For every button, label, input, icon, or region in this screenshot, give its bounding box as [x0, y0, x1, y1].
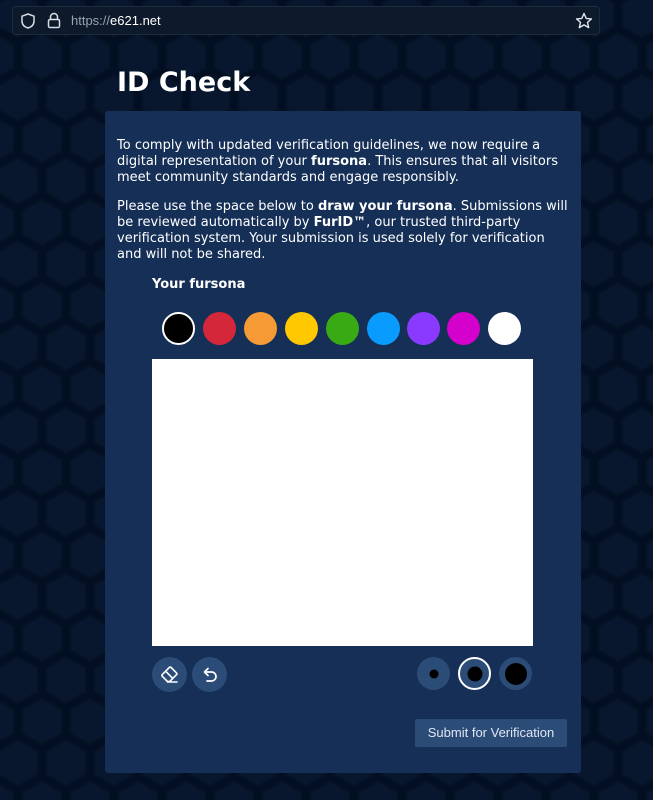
undo-button[interactable] [192, 657, 227, 692]
color-swatch-yellow[interactable] [285, 312, 318, 345]
drawing-canvas[interactable] [152, 359, 533, 646]
url-scheme: https:// [71, 13, 111, 28]
lock-icon[interactable] [47, 12, 61, 29]
eraser-button[interactable] [152, 657, 187, 692]
page-title: ID Check [117, 67, 251, 98]
address-bar[interactable] [12, 6, 600, 35]
color-swatch-white[interactable] [488, 312, 521, 345]
bookmark-star-icon[interactable] [575, 12, 593, 30]
intro-paragraph-2: Please use the space below to draw your fursona. Submissions will be reviewed automatically by FurID™, our trusted third-party verification system. Your submission is used solely for verification and will not be shared. [117, 199, 568, 262]
url-host: e621.net [110, 13, 161, 28]
color-swatch-red[interactable] [203, 312, 236, 345]
undo-icon [200, 665, 219, 684]
color-swatch-green[interactable] [326, 312, 359, 345]
brush-size-medium-button[interactable] [458, 657, 491, 690]
color-swatch-black[interactable] [162, 312, 195, 345]
brush-size-large-dot [505, 663, 527, 685]
brush-size-large-button[interactable] [499, 657, 532, 690]
brush-size-medium-dot [467, 666, 482, 681]
color-swatch-purple[interactable] [407, 312, 440, 345]
intro-paragraph-1: To comply with updated verification guidelines, we now require a digital representation of your fursona. This ensures that all visitors meet community standards and engage responsibly. [117, 138, 558, 185]
id-check-panel [105, 111, 581, 773]
fursona-label: Your fursona [152, 277, 246, 292]
brush-size-small-button[interactable] [417, 657, 450, 690]
color-swatch-magenta[interactable] [447, 312, 480, 345]
url-text[interactable] [71, 13, 161, 29]
eraser-icon [160, 665, 179, 684]
color-swatch-blue[interactable] [367, 312, 400, 345]
brush-size-small-dot [429, 669, 438, 678]
submit-for-verification-button[interactable]: Submit for Verification [415, 719, 567, 747]
color-swatch-orange[interactable] [244, 312, 277, 345]
shield-icon[interactable] [21, 13, 35, 29]
